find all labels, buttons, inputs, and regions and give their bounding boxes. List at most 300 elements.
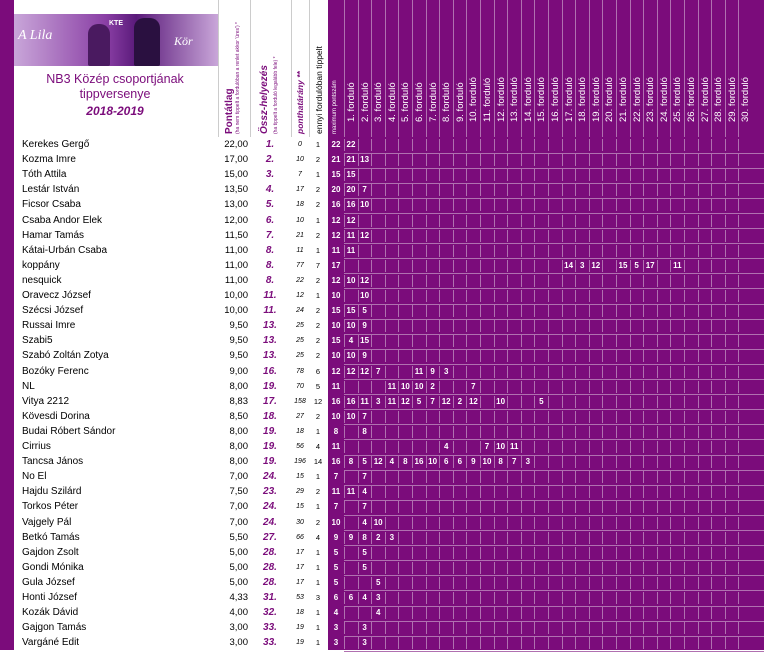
round-score-cell	[466, 486, 479, 498]
round-score-cell	[426, 577, 439, 589]
round-score-cell	[725, 305, 738, 317]
round-score-cell	[602, 456, 615, 468]
round-score-cell	[684, 592, 697, 604]
table-row	[0, 456, 764, 468]
round-score-cell	[466, 139, 479, 151]
round-score-cell	[426, 426, 439, 438]
round-score-cell	[575, 366, 588, 378]
round-score-cell	[480, 184, 493, 196]
round-score-cell	[657, 456, 670, 468]
points-average: 13,50	[224, 184, 248, 196]
round-scores	[344, 215, 764, 227]
round-header-label: 1. forduló	[346, 82, 357, 122]
round-score-cell	[521, 154, 534, 166]
round-score-cell	[385, 154, 398, 166]
round-score-cell	[711, 562, 724, 574]
round-score-cell	[738, 260, 751, 272]
round-score-cell	[684, 275, 697, 287]
round-score-cell: 9	[358, 350, 371, 362]
round-score-cell	[698, 245, 711, 257]
round-score-cell	[480, 517, 493, 529]
round-score-cell	[562, 411, 575, 423]
points-average: 22,00	[224, 139, 248, 150]
round-score-cell	[426, 305, 439, 317]
round-score-cell: 10	[480, 456, 493, 468]
round-score-cell	[371, 471, 384, 483]
round-score-cell	[439, 245, 452, 257]
round-score-cell	[657, 562, 670, 574]
round-score-cell	[630, 154, 643, 166]
round-score-cell: 9	[344, 532, 357, 544]
round-score-cell	[684, 456, 697, 468]
direction-value: 25	[296, 322, 304, 330]
round-score-cell	[371, 305, 384, 317]
overall-rank: 3.	[265, 169, 275, 181]
round-score-cell	[385, 426, 398, 438]
round-score-cell	[738, 471, 751, 483]
player-name: Lestár István	[22, 184, 80, 196]
rounds-tipped: 12	[313, 396, 323, 406]
round-score-cell	[738, 184, 751, 196]
round-score-cell	[575, 441, 588, 453]
round-score-cell: 10	[358, 290, 371, 302]
direction-value: 53	[296, 594, 304, 601]
round-score-cell	[494, 381, 507, 393]
round-score-cell	[738, 139, 751, 151]
header-left-band	[0, 0, 14, 137]
round-score-cell	[534, 215, 547, 227]
round-header-label: 22. forduló	[631, 77, 643, 122]
round-scores	[344, 335, 764, 347]
max-score: 17	[331, 260, 341, 270]
points-average: 8,00	[229, 441, 248, 452]
col-header-direction-label: ponthatárány **	[295, 71, 305, 134]
round-score-cell	[494, 335, 507, 347]
round-score-cell	[534, 592, 547, 604]
round-score-cell	[575, 592, 588, 604]
round-score-cell	[589, 154, 602, 166]
overall-rank: 11.	[263, 290, 277, 301]
round-score-cell	[657, 169, 670, 181]
round-score-cell	[480, 637, 493, 649]
round-score-cell	[358, 139, 371, 151]
round-score-cell: 4	[358, 592, 371, 604]
round-score-cell: 4	[358, 517, 371, 529]
round-score-cell	[466, 350, 479, 362]
round-header-1	[344, 0, 357, 137]
round-score-cell	[426, 245, 439, 257]
round-score-cell	[630, 199, 643, 211]
round-score-cell	[602, 441, 615, 453]
round-score-cell	[711, 139, 724, 151]
round-scores	[344, 411, 764, 423]
player-name: Kátai-Urbán Csaba	[22, 244, 108, 256]
round-score-cell	[398, 622, 411, 634]
round-score-cell	[453, 169, 466, 181]
round-score-cell	[562, 562, 575, 574]
round-score-cell	[643, 275, 656, 287]
round-score-cell	[344, 577, 357, 589]
round-score-cell	[480, 426, 493, 438]
round-score-cell	[738, 366, 751, 378]
round-score-cell	[711, 532, 724, 544]
max-score: 10	[331, 321, 341, 331]
round-score-cell	[453, 426, 466, 438]
overall-rank: 1.	[265, 139, 275, 150]
round-score-cell	[657, 154, 670, 166]
round-score-cell	[562, 547, 575, 559]
overall-rank: 23.	[263, 486, 277, 498]
round-score-cell	[466, 320, 479, 332]
round-header-label: 23. forduló	[645, 77, 657, 122]
overall-rank: 13.	[263, 335, 277, 347]
round-score-cell	[616, 139, 629, 151]
round-scores	[344, 607, 764, 619]
round-score-cell	[480, 366, 493, 378]
round-score-cell	[670, 350, 683, 362]
round-score-cell	[589, 441, 602, 453]
round-score-cell	[453, 517, 466, 529]
round-score-cell	[534, 471, 547, 483]
round-score-cell	[385, 486, 398, 498]
round-score-cell	[657, 441, 670, 453]
points-average: 5,00	[229, 561, 248, 573]
round-score-cell	[371, 320, 384, 332]
round-score-cell	[616, 486, 629, 498]
round-score-cell	[698, 532, 711, 544]
direction-value: 10	[296, 216, 304, 224]
round-header-12	[494, 0, 507, 137]
round-score-cell	[439, 577, 452, 589]
round-score-cell	[344, 290, 357, 302]
round-header-label: 30. forduló	[740, 77, 752, 122]
rounds-tipped: 2	[315, 306, 321, 316]
round-score-cell	[643, 532, 656, 544]
round-scores	[344, 305, 764, 317]
max-score: 5	[333, 577, 339, 587]
round-score-cell	[507, 350, 520, 362]
round-score-cell	[507, 637, 520, 649]
round-score-cell	[562, 215, 575, 227]
round-score-cell	[398, 366, 411, 378]
rounds-tipped: 1	[315, 623, 321, 633]
round-score-cell	[670, 184, 683, 196]
round-score-cell	[521, 350, 534, 362]
round-score-cell	[494, 230, 507, 242]
overall-rank: 33.	[263, 622, 277, 634]
round-score-cell: 10	[344, 320, 357, 332]
round-score-cell	[548, 532, 561, 544]
round-score-cell	[643, 592, 656, 604]
round-score-cell	[711, 547, 724, 559]
round-score-cell	[534, 169, 547, 181]
round-score-cell	[670, 411, 683, 423]
round-scores	[344, 139, 764, 151]
max-score: 12	[331, 366, 341, 376]
round-score-cell	[466, 230, 479, 242]
round-score-cell	[358, 245, 371, 257]
round-score-cell: 7	[426, 396, 439, 408]
round-score-cell	[507, 577, 520, 589]
round-score-cell	[630, 441, 643, 453]
round-score-cell	[725, 381, 738, 393]
round-score-cell	[385, 199, 398, 211]
round-header-label: 17. forduló	[563, 77, 575, 122]
col-header-rank	[250, 0, 291, 137]
round-scores	[344, 517, 764, 529]
round-score-cell	[630, 215, 643, 227]
round-score-cell: 12	[589, 260, 602, 272]
round-score-cell	[575, 547, 588, 559]
round-score-cell	[412, 260, 425, 272]
round-header-label: 11. forduló	[482, 77, 493, 122]
round-score-cell: 10	[371, 517, 384, 529]
round-score-cell	[385, 592, 398, 604]
rounds-tipped: 2	[315, 321, 321, 331]
round-score-cell	[439, 335, 452, 347]
round-score-cell	[398, 501, 411, 513]
round-score-cell	[589, 637, 602, 649]
round-score-cell	[575, 607, 588, 619]
round-score-cell: 12	[358, 366, 371, 378]
round-score-cell	[412, 501, 425, 513]
round-score-cell	[738, 426, 751, 438]
max-score: 10	[331, 517, 341, 527]
round-score-cell	[657, 622, 670, 634]
round-score-cell	[725, 592, 738, 604]
round-score-cell	[562, 290, 575, 302]
round-score-cell	[480, 411, 493, 423]
round-score-cell	[670, 441, 683, 453]
round-header-3	[371, 0, 384, 137]
round-score-cell	[589, 562, 602, 574]
rounds-tipped: 7	[315, 260, 321, 270]
points-average: 7,50	[229, 486, 248, 498]
player-name: Torkos Péter	[22, 501, 79, 513]
round-score-cell	[507, 139, 520, 151]
round-score-cell	[738, 350, 751, 362]
round-score-cell	[738, 486, 751, 498]
overall-rank: 33.	[263, 637, 277, 649]
round-header-label: 25. forduló	[672, 77, 684, 122]
max-score: 8	[333, 426, 339, 436]
round-score-cell	[643, 471, 656, 483]
round-header-label: 29. forduló	[726, 77, 738, 122]
round-score-cell	[562, 607, 575, 619]
round-score-cell	[630, 607, 643, 619]
round-score-cell	[398, 230, 411, 242]
round-score-cell	[670, 366, 683, 378]
round-score-cell	[453, 199, 466, 211]
round-score-cell	[589, 215, 602, 227]
round-scores	[344, 562, 764, 574]
round-score-cell	[466, 577, 479, 589]
round-score-cell	[589, 607, 602, 619]
round-score-cell	[507, 532, 520, 544]
round-score-cell	[480, 260, 493, 272]
round-score-cell	[602, 290, 615, 302]
points-average: 5,00	[229, 576, 248, 588]
round-score-cell	[521, 486, 534, 498]
round-score-cell: 11	[385, 381, 398, 393]
round-score-cell	[453, 501, 466, 513]
round-score-cell	[521, 320, 534, 332]
round-score-cell	[643, 245, 656, 257]
round-score-cell	[711, 169, 724, 181]
round-score-cell	[725, 199, 738, 211]
round-score-cell	[521, 290, 534, 302]
round-score-cell	[738, 441, 751, 453]
round-score-cell	[439, 471, 452, 483]
round-score-cell	[657, 411, 670, 423]
round-score-cell	[725, 471, 738, 483]
round-score-cell	[602, 411, 615, 423]
round-score-cell	[426, 320, 439, 332]
direction-value: 0	[298, 141, 302, 148]
round-score-cell: 7	[466, 381, 479, 393]
round-score-cell	[534, 562, 547, 574]
round-score-cell	[643, 320, 656, 332]
points-average: 8,50	[229, 410, 248, 422]
round-score-cell	[507, 154, 520, 166]
direction-value: 25	[296, 337, 304, 345]
round-score-cell	[426, 532, 439, 544]
round-score-cell	[738, 411, 751, 423]
round-score-cell	[738, 381, 751, 393]
points-average: 5,50	[229, 531, 248, 543]
round-scores	[344, 441, 764, 453]
round-score-cell	[643, 396, 656, 408]
round-score-cell	[575, 622, 588, 634]
round-score-cell	[725, 517, 738, 529]
round-score-cell	[684, 290, 697, 302]
round-score-cell	[521, 305, 534, 317]
points-average: 10,00	[224, 290, 248, 301]
round-header-19	[589, 0, 602, 137]
direction-value: 17	[296, 563, 304, 571]
round-score-cell	[344, 607, 357, 619]
round-score-cell	[534, 154, 547, 166]
round-score-cell	[412, 350, 425, 362]
round-score-cell	[670, 501, 683, 513]
rounds-tipped: 2	[315, 336, 321, 346]
player-name: Russai Imre	[22, 320, 76, 332]
rounds-tipped: 2	[315, 487, 321, 497]
col-header-rank-note: (ha tippelt a forduló legalább fele) *	[273, 56, 279, 134]
max-score: 15	[331, 170, 341, 180]
round-score-cell	[698, 622, 711, 634]
round-score-cell: 12	[344, 366, 357, 378]
round-score-cell	[385, 577, 398, 589]
round-score-cell	[534, 290, 547, 302]
round-score-cell	[494, 486, 507, 498]
round-score-cell	[453, 471, 466, 483]
round-score-cell	[494, 622, 507, 634]
rounds-tipped: 1	[315, 577, 321, 587]
round-score-cell	[412, 184, 425, 196]
round-score-cell	[589, 335, 602, 347]
round-score-cell	[548, 320, 561, 332]
round-score-cell	[602, 486, 615, 498]
round-score-cell	[711, 396, 724, 408]
round-score-cell	[439, 169, 452, 181]
round-score-cell	[711, 517, 724, 529]
round-score-cell	[698, 366, 711, 378]
round-score-cell	[698, 486, 711, 498]
round-score-cell	[602, 381, 615, 393]
round-score-cell: 12	[358, 230, 371, 242]
col-header-rank-label: Össz-helyezés	[259, 65, 270, 134]
round-score-cell	[534, 381, 547, 393]
round-score-cell	[657, 592, 670, 604]
round-score-cell	[711, 381, 724, 393]
round-score-cell	[670, 562, 683, 574]
points-average: 9,50	[229, 335, 248, 347]
round-score-cell	[589, 411, 602, 423]
direction-value: 29	[296, 488, 304, 496]
round-score-cell	[466, 260, 479, 272]
round-score-cell	[725, 335, 738, 347]
round-score-cell	[562, 471, 575, 483]
round-score-cell	[643, 426, 656, 438]
round-score-cell	[453, 305, 466, 317]
round-score-cell	[725, 215, 738, 227]
round-score-cell	[616, 230, 629, 242]
round-score-cell	[602, 154, 615, 166]
round-score-cell: 11	[358, 396, 371, 408]
points-average: 9,00	[229, 365, 248, 377]
round-score-cell	[670, 305, 683, 317]
round-score-cell	[453, 230, 466, 242]
round-score-cell	[371, 411, 384, 423]
round-header-label: 16. forduló	[550, 77, 561, 122]
round-score-cell	[616, 335, 629, 347]
round-score-cell	[358, 169, 371, 181]
table-row	[0, 426, 764, 438]
round-score-cell	[371, 622, 384, 634]
round-score-cell	[494, 350, 507, 362]
logo-text-left: A Lila	[18, 28, 53, 43]
round-score-cell: 8	[344, 456, 357, 468]
round-score-cell	[575, 350, 588, 362]
round-score-cell: 20	[344, 184, 357, 196]
round-score-cell	[684, 501, 697, 513]
rounds-tipped: 1	[315, 291, 321, 300]
round-score-cell	[439, 486, 452, 498]
round-score-cell	[725, 456, 738, 468]
round-score-cell	[562, 139, 575, 151]
round-score-cell	[616, 320, 629, 332]
round-score-cell	[521, 275, 534, 287]
round-score-cell	[630, 547, 643, 559]
round-score-cell: 8	[494, 456, 507, 468]
round-score-cell: 16	[344, 396, 357, 408]
round-score-cell	[521, 411, 534, 423]
table-row	[0, 592, 764, 604]
round-score-cell	[602, 471, 615, 483]
round-score-cell	[385, 230, 398, 242]
round-score-cell	[630, 622, 643, 634]
round-score-cell	[738, 245, 751, 257]
round-score-cell	[630, 396, 643, 408]
round-score-cell	[575, 501, 588, 513]
player-name: Gondi Mónika	[22, 561, 84, 573]
direction-value: 25	[296, 352, 304, 360]
round-score-cell	[725, 622, 738, 634]
round-score-cell	[725, 607, 738, 619]
round-score-cell	[507, 592, 520, 604]
round-score-cell	[698, 381, 711, 393]
